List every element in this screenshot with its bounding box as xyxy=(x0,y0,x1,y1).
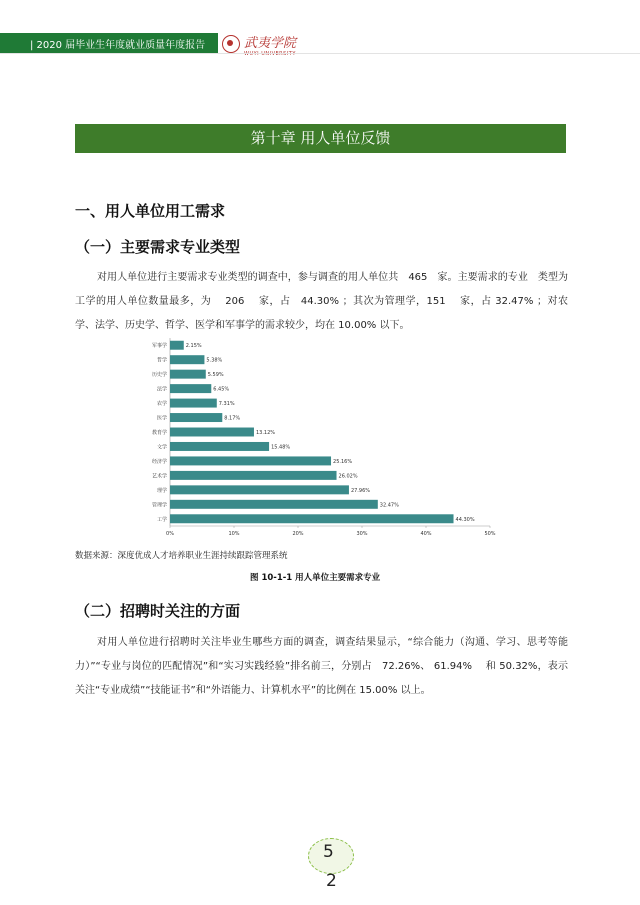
section-heading: 一、用人单位用工需求 xyxy=(75,202,226,220)
bar-2 xyxy=(170,370,206,379)
value-label-11: 32.47% xyxy=(379,502,399,509)
category-label-10: 理学 xyxy=(156,487,167,494)
category-label-8: 经济学 xyxy=(151,458,167,465)
bar-7 xyxy=(170,442,269,451)
category-label-6: 教育学 xyxy=(151,430,167,436)
bar-9 xyxy=(170,471,337,480)
bar-12 xyxy=(170,514,454,523)
subsection-heading-demand: （一）主要需求专业类型 xyxy=(75,238,241,256)
university-logo xyxy=(222,33,296,55)
category-label-2: 历史学 xyxy=(151,372,167,379)
value-label-3: 6.45% xyxy=(213,386,230,393)
category-label-3: 法学 xyxy=(156,386,167,393)
category-label-5: 医学 xyxy=(156,415,167,422)
bar-10 xyxy=(170,485,349,494)
value-label-9: 26.02% xyxy=(338,473,358,480)
category-label-7: 文学 xyxy=(156,444,167,451)
subsection-heading-recruitment: （二）招聘时关注的方面 xyxy=(75,602,241,620)
category-label-4: 农学 xyxy=(156,401,167,408)
value-label-2: 5.59% xyxy=(207,372,224,379)
bar-8 xyxy=(170,456,331,465)
bar-11 xyxy=(170,500,378,509)
figure-caption: 图 10-1-1 用人单位主要需求专业 xyxy=(250,573,381,583)
value-label-6: 13.12% xyxy=(255,430,276,436)
x-tick-label-3: 30% xyxy=(356,531,368,537)
x-tick-label-5: 50% xyxy=(484,531,496,537)
value-label-10: 27.96% xyxy=(350,487,371,494)
value-label-0: 2.15% xyxy=(185,343,202,350)
paragraph-recruitment: 对用人单位进行招聘时关注毕业生哪些方面的调查，调查结果显示，“综合能力（沟通、学习、思考等能力）”“专业与岗位的匹配情况”和“实习实践经验”排名前三，分别占 72.26%、 61.94% 和 50.32%，表示关注“专业成绩”“技能证书”和“外语能力、计算机水平”的比例在 15.00% 以上。 xyxy=(75,637,568,696)
bar-4 xyxy=(170,399,217,408)
x-tick-label-1: 10% xyxy=(228,531,240,537)
page-number-digit-1: 5 xyxy=(323,842,334,862)
paragraph-demand: 对用人单位进行主要需求专业类型的调查中，参与调查的用人单位共 465 家。主要需求的专业 类型为工学的用人单位数量最多，为 206 家，占 44.30% ；其次为管理学，151 家，占 32.47% ；对农 学、法学、历史学、哲学、医学和军事学的需求较少，均在 10.00% 以下。 xyxy=(75,272,568,331)
chapter-title: 第十章 用人单位反馈 xyxy=(75,124,566,153)
value-label-7: 15.48% xyxy=(271,444,291,451)
x-tick-label-2: 20% xyxy=(292,531,304,537)
value-label-12: 44.30% xyxy=(455,516,475,523)
bar-3 xyxy=(170,384,211,393)
bar-0 xyxy=(170,341,184,350)
value-label-1: 5.38% xyxy=(206,357,223,364)
data-source-note: 数据来源：深度优成人才培养职业生涯持续跟踪管理系统 xyxy=(75,551,288,561)
logo-text: 武夷学院 xyxy=(244,35,297,51)
bar-1 xyxy=(170,355,204,364)
value-label-5: 8.17% xyxy=(224,415,241,422)
university-emblem-icon xyxy=(222,35,240,53)
header-divider xyxy=(0,53,640,54)
category-label-9: 艺术学 xyxy=(151,473,167,480)
category-label-1: 哲学 xyxy=(156,357,167,364)
category-label-12: 工学 xyxy=(156,516,167,523)
value-label-8: 25.16% xyxy=(333,458,353,465)
x-tick-label-4: 40% xyxy=(420,531,432,537)
bar-5 xyxy=(170,413,222,422)
category-label-0: 军事学 xyxy=(151,343,167,350)
bar-6 xyxy=(170,428,254,437)
category-label-11: 管理学 xyxy=(151,502,167,509)
page-number-digit-2: 2 xyxy=(326,871,337,891)
major-demand-bar-chart xyxy=(140,334,500,544)
value-label-4: 7.31% xyxy=(218,401,235,408)
report-title: | 2020 届毕业生年度就业质量年度报告 xyxy=(30,40,206,51)
x-tick-label-0: 0% xyxy=(166,531,174,537)
